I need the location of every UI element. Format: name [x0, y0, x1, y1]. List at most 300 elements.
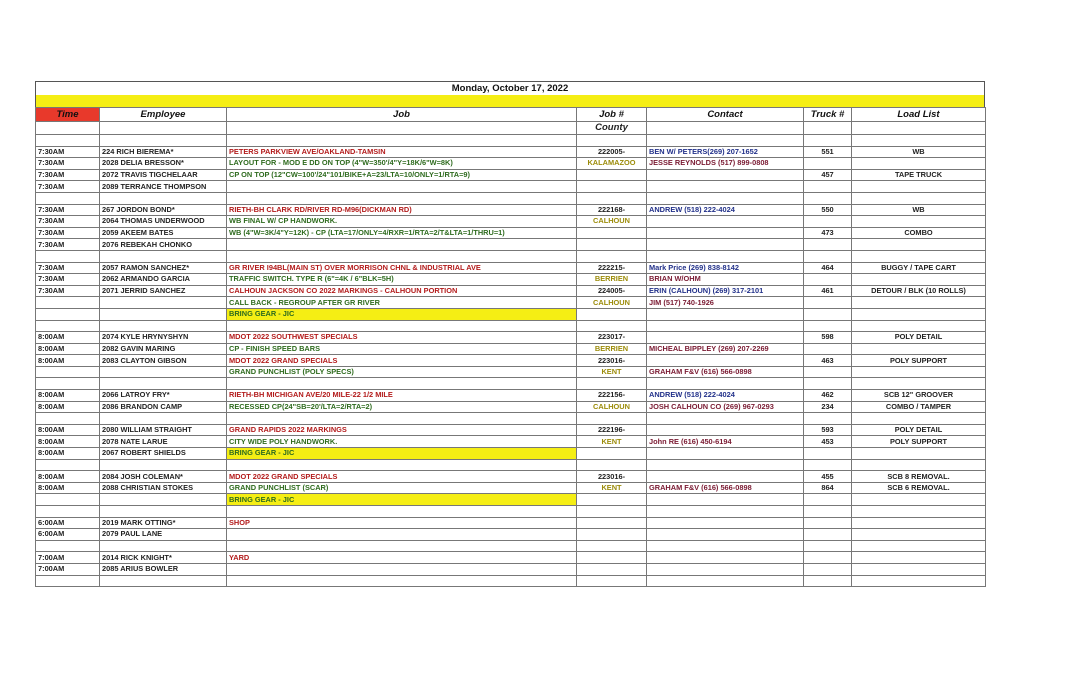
cell-employee [100, 459, 227, 471]
table-row [36, 413, 986, 425]
table-row [36, 308, 986, 320]
table-row [36, 274, 986, 286]
header-job: Job [227, 108, 577, 122]
cell-job-number [577, 552, 647, 564]
cell-employee [100, 494, 227, 506]
cell-job: BRING GEAR - JIC [227, 448, 577, 460]
cell-contact [647, 517, 804, 529]
table-row [36, 401, 986, 413]
table-row [36, 169, 986, 181]
cell-load-list [852, 506, 986, 518]
cell-time: 8:00AM [36, 424, 100, 436]
cell-load-list [852, 274, 986, 286]
cell-job [227, 413, 577, 425]
cell-load-list [852, 250, 986, 262]
cell-load-list [852, 308, 986, 320]
cell-job: WB FINAL W/ CP HANDWORK. [227, 216, 577, 228]
table-row [36, 355, 986, 367]
cell-contact [647, 135, 804, 147]
cell-contact [647, 563, 804, 575]
cell-time: 8:00AM [36, 471, 100, 483]
cell-truck: 462 [804, 390, 852, 402]
cell-job-number [577, 506, 647, 518]
cell-job-number: KENT [577, 482, 647, 494]
cell-time: 8:00AM [36, 436, 100, 448]
cell-job [227, 135, 577, 147]
cell-job-number: 222005- [577, 146, 647, 158]
cell-job [227, 250, 577, 262]
table-row [36, 239, 986, 251]
cell-employee [100, 506, 227, 518]
cell-job-number [577, 378, 647, 390]
cell-employee: 2074 KYLE HRYNYSHYN [100, 332, 227, 344]
cell-job-number [577, 448, 647, 460]
cell-employee: 2064 THOMAS UNDERWOOD [100, 216, 227, 228]
cell-time: 8:00AM [36, 332, 100, 344]
cell-job-number: BERRIEN [577, 343, 647, 355]
cell-truck: 464 [804, 262, 852, 274]
cell-time: 7:00AM [36, 563, 100, 575]
cell-truck [804, 250, 852, 262]
cell-job-number [577, 227, 647, 239]
cell-contact [647, 424, 804, 436]
table-row [36, 448, 986, 460]
cell-load-list [852, 366, 986, 378]
table-row [36, 517, 986, 529]
cell-contact [647, 192, 804, 204]
cell-truck [804, 413, 852, 425]
table-row [36, 343, 986, 355]
cell-truck [804, 239, 852, 251]
cell-job: GRAND PUNCHLIST (POLY SPECS) [227, 366, 577, 378]
cell-job: CP - FINISH SPEED BARS [227, 343, 577, 355]
cell-truck: 455 [804, 471, 852, 483]
cell-load-list: BUGGY / TAPE CART [852, 262, 986, 274]
cell-load-list: COMBO [852, 227, 986, 239]
cell-truck [804, 529, 852, 541]
table-row [36, 459, 986, 471]
table-row [36, 158, 986, 170]
cell-contact: BEN W/ PETERS(269) 207-1652 [647, 146, 804, 158]
cell-contact [647, 216, 804, 228]
cell-job [227, 459, 577, 471]
cell-employee: 2079 PAUL LANE [100, 529, 227, 541]
cell-employee: 2066 LATROY FRY* [100, 390, 227, 402]
cell-job-number: 222156- [577, 390, 647, 402]
cell-contact: GRAHAM F&V (616) 566-0898 [647, 482, 804, 494]
cell-time: 7:30AM [36, 169, 100, 181]
cell-truck: 453 [804, 436, 852, 448]
cell-truck [804, 540, 852, 552]
table-row [36, 297, 986, 309]
cell-job: TRAFFIC SWITCH. TYPE R (6"=4K / 6"BLK=5H) [227, 274, 577, 286]
cell-employee [100, 135, 227, 147]
table-row [36, 552, 986, 564]
cell-load-list [852, 459, 986, 471]
cell-truck [804, 192, 852, 204]
cell-truck [804, 575, 852, 587]
cell-contact [647, 459, 804, 471]
cell-contact [647, 169, 804, 181]
cell-truck: 457 [804, 169, 852, 181]
cell-job [227, 529, 577, 541]
cell-contact: BRIAN W/OHM [647, 274, 804, 286]
cell-employee: 267 JORDON BOND* [100, 204, 227, 216]
cell-load-list: SCB 8 REMOVAL. [852, 471, 986, 483]
cell-time: 8:00AM [36, 448, 100, 460]
cell-load-list [852, 320, 986, 332]
cell-contact [647, 239, 804, 251]
cell-load-list [852, 216, 986, 228]
cell-job [227, 192, 577, 204]
table-row [36, 320, 986, 332]
cell-contact [647, 552, 804, 564]
cell-load-list [852, 158, 986, 170]
cell-contact [647, 378, 804, 390]
header-row [36, 108, 986, 122]
table-row [36, 482, 986, 494]
cell-time: 7:30AM [36, 181, 100, 193]
table-row [36, 575, 986, 587]
cell-contact: JIM (517) 740-1926 [647, 297, 804, 309]
cell-job-number: 223016- [577, 355, 647, 367]
table-row [36, 436, 986, 448]
cell-truck [804, 506, 852, 518]
cell-truck [804, 274, 852, 286]
cell-job [227, 320, 577, 332]
cell-employee: 2072 TRAVIS TIGCHELAAR [100, 169, 227, 181]
cell-job [227, 575, 577, 587]
cell-truck [804, 320, 852, 332]
cell-load-list [852, 297, 986, 309]
cell-job-number [577, 517, 647, 529]
cell-load-list [852, 343, 986, 355]
cell-time: 7:30AM [36, 262, 100, 274]
cell-job-number [577, 250, 647, 262]
cell-employee: 2014 RICK KNIGHT* [100, 552, 227, 564]
header-employee: Employee [100, 108, 227, 122]
cell-job-number: 223016- [577, 471, 647, 483]
cell-job: BRING GEAR - JIC [227, 494, 577, 506]
cell-contact [647, 506, 804, 518]
cell-contact: GRAHAM F&V (616) 566-0898 [647, 366, 804, 378]
cell-job [227, 540, 577, 552]
cell-truck [804, 552, 852, 564]
cell-job: RECESSED CP(24"SB=20'/LTA=2/RTA=2) [227, 401, 577, 413]
cell-time: 8:00AM [36, 343, 100, 355]
cell-contact: ANDREW (518) 222-4024 [647, 204, 804, 216]
cell-load-list: DETOUR / BLK (10 ROLLS) [852, 285, 986, 297]
cell-employee: 2059 AKEEM BATES [100, 227, 227, 239]
cell-time [36, 413, 100, 425]
table-row [36, 181, 986, 193]
cell-truck: 864 [804, 482, 852, 494]
cell-employee [100, 297, 227, 309]
cell-load-list: COMBO / TAMPER [852, 401, 986, 413]
cell-contact [647, 494, 804, 506]
cell-employee: 2082 GAVIN MARING [100, 343, 227, 355]
cell-job: LAYOUT FOR - MOD E DD ON TOP (4"W=350'/4"Y=18K/6"W=8K) [227, 158, 577, 170]
table-row [36, 378, 986, 390]
cell-employee: 2085 ARIUS BOWLER [100, 563, 227, 575]
cell-time [36, 192, 100, 204]
cell-time [36, 378, 100, 390]
cell-load-list: POLY SUPPORT [852, 436, 986, 448]
cell-time [36, 135, 100, 147]
cell-contact: MICHEAL BIPPLEY (269) 207-2269 [647, 343, 804, 355]
cell-time: 7:30AM [36, 227, 100, 239]
cell-employee [100, 575, 227, 587]
cell-employee [100, 308, 227, 320]
cell-job-number: KENT [577, 366, 647, 378]
cell-job-number [577, 540, 647, 552]
cell-job-number [577, 529, 647, 541]
cell-job: WB (4"W=3K/4"Y=12K) - CP (LTA=17/ONLY=4/RXR=1/RTA=2/T&LTA=1/THRU=1) [227, 227, 577, 239]
cell-load-list [852, 552, 986, 564]
cell-job: MDOT 2022 SOUTHWEST SPECIALS [227, 332, 577, 344]
cell-job-number: 224005- [577, 285, 647, 297]
cell-employee: 2084 JOSH COLEMAN* [100, 471, 227, 483]
cell-truck [804, 308, 852, 320]
cell-load-list: SCB 12" GROOVER [852, 390, 986, 402]
table-row [36, 494, 986, 506]
cell-job-number: CALHOUN [577, 297, 647, 309]
header-truck: Truck # [804, 108, 852, 122]
cell-employee: 2057 RAMON SANCHEZ* [100, 262, 227, 274]
cell-contact: ERIN (CALHOUN) (269) 317-2101 [647, 285, 804, 297]
cell-contact: John RE (616) 450-6194 [647, 436, 804, 448]
cell-contact [647, 181, 804, 193]
table-row [36, 216, 986, 228]
cell-job: GRAND PUNCHLIST (SCAR) [227, 482, 577, 494]
cell-truck [804, 343, 852, 355]
cell-contact: JOSH CALHOUN CO (269) 967-0293 [647, 401, 804, 413]
cell-truck [804, 448, 852, 460]
cell-employee [100, 250, 227, 262]
cell-job-number: 222215- [577, 262, 647, 274]
cell-job: GRAND RAPIDS 2022 MARKINGS [227, 424, 577, 436]
cell-truck: 551 [804, 146, 852, 158]
schedule-table [35, 107, 986, 587]
cell-job-number: 222168- [577, 204, 647, 216]
cell-time: 8:00AM [36, 401, 100, 413]
cell-job [227, 378, 577, 390]
cell-employee: 2083 CLAYTON GIBSON [100, 355, 227, 367]
cell-load-list [852, 494, 986, 506]
cell-job-number: CALHOUN [577, 216, 647, 228]
cell-job: YARD [227, 552, 577, 564]
table-row [36, 424, 986, 436]
table-row [36, 529, 986, 541]
cell-job: CP ON TOP (12"CW=100'/24"101/BIKE+A=23/LTA=10/ONLY=1/RTA=9) [227, 169, 577, 181]
cell-truck [804, 378, 852, 390]
cell-job: RIETH-BH CLARK RD/RIVER RD-M96(DICKMAN RD) [227, 204, 577, 216]
cell-truck [804, 158, 852, 170]
cell-employee: 2067 ROBERT SHIELDS [100, 448, 227, 460]
cell-job-number [577, 575, 647, 587]
header-time: Time [36, 108, 100, 122]
cell-employee: 2062 ARMANDO GARCIA [100, 274, 227, 286]
cell-load-list [852, 192, 986, 204]
table-row [36, 332, 986, 344]
table-row [36, 135, 986, 147]
cell-employee: 2089 TERRANCE THOMPSON [100, 181, 227, 193]
cell-time: 7:30AM [36, 204, 100, 216]
cell-contact: ANDREW (518) 222-4024 [647, 390, 804, 402]
cell-employee [100, 540, 227, 552]
cell-contact [647, 540, 804, 552]
cell-truck: 463 [804, 355, 852, 367]
cell-load-list: POLY DETAIL [852, 332, 986, 344]
cell-job: MDOT 2022 GRAND SPECIALS [227, 355, 577, 367]
cell-time: 7:30AM [36, 285, 100, 297]
cell-truck [804, 459, 852, 471]
cell-load-list: TAPE TRUCK [852, 169, 986, 181]
cell-time [36, 297, 100, 309]
cell-job: RIETH-BH MICHIGAN AVE/20 MILE-22 1/2 MILE [227, 390, 577, 402]
cell-time: 8:00AM [36, 482, 100, 494]
cell-truck: 473 [804, 227, 852, 239]
table-row [36, 227, 986, 239]
cell-load-list [852, 239, 986, 251]
cell-contact [647, 355, 804, 367]
table-row [36, 146, 986, 158]
cell-truck: 593 [804, 424, 852, 436]
table-row [36, 506, 986, 518]
cell-load-list: WB [852, 204, 986, 216]
cell-employee [100, 378, 227, 390]
cell-contact [647, 529, 804, 541]
cell-job-number: KALAMAZOO [577, 158, 647, 170]
cell-job-number [577, 239, 647, 251]
cell-job-number [577, 459, 647, 471]
cell-load-list [852, 575, 986, 587]
table-row [36, 285, 986, 297]
cell-job-number: 222196- [577, 424, 647, 436]
cell-load-list [852, 448, 986, 460]
cell-employee: 224 RICH BIEREMA* [100, 146, 227, 158]
cell-contact [647, 308, 804, 320]
table-row [36, 471, 986, 483]
cell-job [227, 563, 577, 575]
table-row [36, 540, 986, 552]
cell-contact [647, 332, 804, 344]
cell-contact [647, 448, 804, 460]
header-county: County [577, 122, 647, 135]
cell-load-list [852, 517, 986, 529]
header-job-number: Job # [577, 108, 647, 122]
cell-truck [804, 297, 852, 309]
cell-job [227, 181, 577, 193]
table-row [36, 262, 986, 274]
cell-job-number: CALHOUN [577, 401, 647, 413]
cell-time [36, 459, 100, 471]
cell-time [36, 308, 100, 320]
cell-time: 6:00AM [36, 517, 100, 529]
cell-job-number: KENT [577, 436, 647, 448]
cell-truck [804, 181, 852, 193]
cell-time: 8:00AM [36, 390, 100, 402]
cell-job-number: BERRIEN [577, 274, 647, 286]
cell-load-list [852, 529, 986, 541]
cell-contact [647, 575, 804, 587]
table-row [36, 390, 986, 402]
cell-employee: 2019 MARK OTTING* [100, 517, 227, 529]
cell-contact [647, 227, 804, 239]
cell-job: MDOT 2022 GRAND SPECIALS [227, 471, 577, 483]
cell-employee [100, 320, 227, 332]
cell-load-list: POLY DETAIL [852, 424, 986, 436]
cell-job-number [577, 192, 647, 204]
cell-job: PETERS PARKVIEW AVE/OAKLAND-TAMSIN [227, 146, 577, 158]
cell-job-number [577, 494, 647, 506]
cell-load-list [852, 181, 986, 193]
cell-time [36, 540, 100, 552]
cell-job: CALL BACK - REGROUP AFTER GR RIVER [227, 297, 577, 309]
cell-truck [804, 494, 852, 506]
cell-contact: Mark Price (269) 838-8142 [647, 262, 804, 274]
cell-job [227, 239, 577, 251]
cell-truck [804, 216, 852, 228]
cell-time [36, 506, 100, 518]
cell-time [36, 250, 100, 262]
header-load-list: Load List [852, 108, 986, 122]
cell-employee: 2071 JERRID SANCHEZ [100, 285, 227, 297]
cell-employee: 2086 BRANDON CAMP [100, 401, 227, 413]
table-row [36, 563, 986, 575]
cell-employee: 2080 WILLIAM STRAIGHT [100, 424, 227, 436]
cell-job [227, 506, 577, 518]
cell-employee [100, 366, 227, 378]
cell-truck: 461 [804, 285, 852, 297]
cell-job: CALHOUN JACKSON CO 2022 MARKINGS - CALHOUN PORTION [227, 285, 577, 297]
table-row [36, 366, 986, 378]
cell-time: 8:00AM [36, 355, 100, 367]
cell-load-list: POLY SUPPORT [852, 355, 986, 367]
cell-truck [804, 517, 852, 529]
cell-contact [647, 471, 804, 483]
cell-job-number [577, 320, 647, 332]
cell-job-number: 223017- [577, 332, 647, 344]
cell-time: 7:30AM [36, 216, 100, 228]
cell-job: BRING GEAR - JIC [227, 308, 577, 320]
cell-job-number [577, 563, 647, 575]
subheader-row [36, 122, 986, 135]
cell-time [36, 320, 100, 332]
table-row [36, 250, 986, 262]
cell-job-number [577, 169, 647, 181]
cell-time: 7:30AM [36, 146, 100, 158]
cell-employee [100, 413, 227, 425]
cell-truck: 598 [804, 332, 852, 344]
cell-job-number [577, 181, 647, 193]
cell-truck [804, 366, 852, 378]
cell-truck: 550 [804, 204, 852, 216]
cell-job-number [577, 308, 647, 320]
cell-contact: JESSE REYNOLDS (517) 899-0808 [647, 158, 804, 170]
cell-load-list [852, 378, 986, 390]
cell-job-number [577, 413, 647, 425]
cell-load-list [852, 563, 986, 575]
cell-employee: 2078 NATE LARUE [100, 436, 227, 448]
cell-time: 7:30AM [36, 239, 100, 251]
cell-contact [647, 250, 804, 262]
table-row [36, 192, 986, 204]
header-contact: Contact [647, 108, 804, 122]
cell-employee [100, 192, 227, 204]
cell-job: CITY WIDE POLY HANDWORK. [227, 436, 577, 448]
title-highlight-bar [35, 95, 985, 107]
